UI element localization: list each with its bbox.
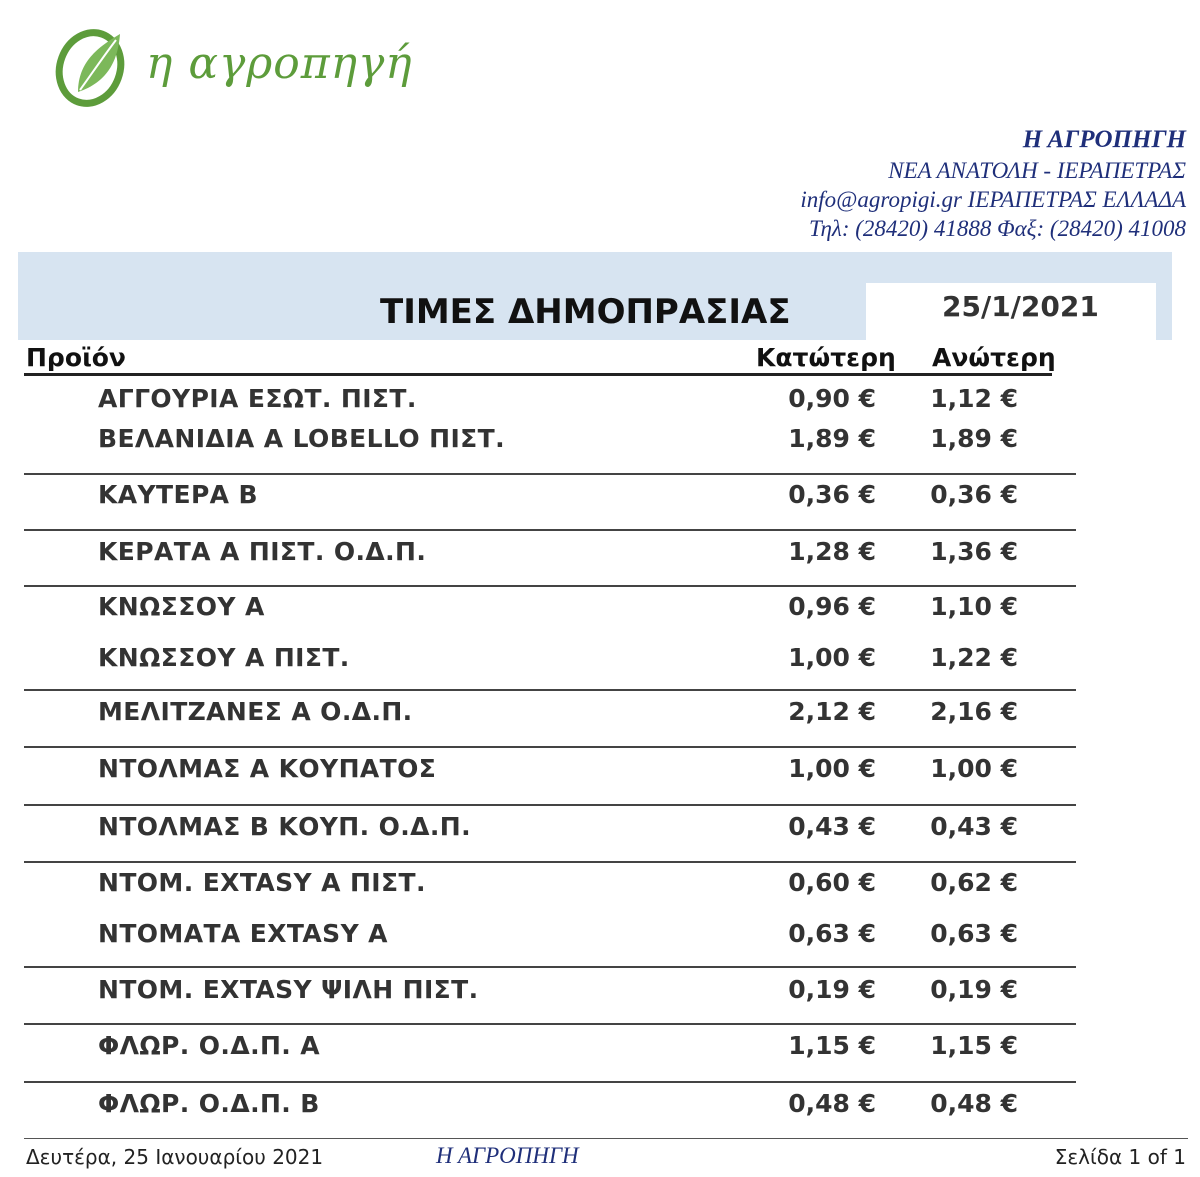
table-row [0, 868, 1200, 908]
max-price: 0,36 € [930, 480, 1018, 509]
row-divider [24, 689, 1076, 691]
row-divider [24, 804, 1076, 806]
product-name: ΚΕΡΑΤΑ Α ΠΙΣΤ. Ο.Δ.Π. [98, 537, 427, 566]
product-name: ΜΕΛΙΤΖΑΝΕΣ Α Ο.Δ.Π. [98, 697, 413, 726]
max-price: 1,22 € [930, 643, 1018, 672]
table-row [0, 643, 1200, 683]
max-price: 0,48 € [930, 1089, 1018, 1118]
table-row [0, 480, 1200, 520]
leaf-icon [48, 22, 138, 112]
table-row [0, 919, 1200, 959]
table-row [0, 592, 1200, 632]
table-row [0, 537, 1200, 577]
min-price: 1,28 € [788, 537, 876, 566]
logo-text: η αγροπηγή [146, 38, 413, 89]
min-price: 0,63 € [788, 919, 876, 948]
table-row [0, 1031, 1200, 1071]
product-name: ΝΤΟΜ. EXTASY Α ΠΙΣΤ. [98, 868, 426, 897]
max-price: 1,10 € [930, 592, 1018, 621]
column-header-min: Κατώτερη [756, 343, 896, 372]
row-divider [24, 861, 1076, 863]
min-price: 1,89 € [788, 424, 876, 453]
product-name: ΝΤΟΜΑΤΑ EXTASY Α [98, 919, 388, 948]
row-divider [24, 529, 1076, 531]
company-info [800, 124, 1186, 243]
min-price: 0,36 € [788, 480, 876, 509]
row-divider [24, 966, 1076, 968]
product-name: ΚΑΥΤΕΡΑ Β [98, 480, 258, 509]
product-name: ΝΤΟΛΜΑΣ Α ΚΟΥΠΑΤΟΣ [98, 754, 437, 783]
min-price: 0,60 € [788, 868, 876, 897]
min-price: 0,19 € [788, 975, 876, 1004]
page-title: ΤΙΜΕΣ ΔΗΜΟΠΡΑΣΙΑΣ [380, 292, 791, 332]
max-price: 1,89 € [930, 424, 1018, 453]
row-divider [24, 585, 1076, 587]
row-divider [24, 1023, 1076, 1025]
product-name: ΦΛΩΡ. Ο.Δ.Π. Β [98, 1089, 320, 1118]
min-price: 1,15 € [788, 1031, 876, 1060]
table-row [0, 1089, 1200, 1129]
max-price: 0,43 € [930, 812, 1018, 841]
footer-company: Η ΑΓΡΟΠΗΓΗ [436, 1143, 579, 1168]
max-price: 0,19 € [930, 975, 1018, 1004]
product-name: ΒΕΛΑΝΙΔΙΑ Α LOBELLO ΠΙΣΤ. [98, 424, 506, 453]
company-logo [48, 22, 428, 112]
company-phone-line: Τηλ: (28420) 41888 Φαξ: (28420) 41008 [808, 216, 1186, 241]
footer-date: Δευτέρα, 25 Ιανουαρίου 2021 [26, 1145, 324, 1169]
row-divider [24, 473, 1076, 475]
footer-page-number: Σελίδα 1 of 1 [1054, 1145, 1186, 1169]
min-price: 2,12 € [788, 697, 876, 726]
max-price: 1,12 € [930, 384, 1018, 413]
min-price: 0,48 € [788, 1089, 876, 1118]
max-price: 1,00 € [930, 754, 1018, 783]
auction-date: 25/1/2021 [942, 290, 1099, 323]
company-address: ΝΕΑ ΑΝΑΤΟΛΗ - ΙΕΡΑΠΕΤΡΑΣ [888, 158, 1186, 183]
column-header-max: Ανώτερη [932, 343, 1056, 372]
product-name: ΝΤΟΛΜΑΣ Β ΚΟΥΠ. Ο.Δ.Π. [98, 812, 472, 841]
max-price: 0,62 € [930, 868, 1018, 897]
table-row [0, 384, 1200, 424]
max-price: 1,15 € [930, 1031, 1018, 1060]
product-name: ΚΝΩΣΣΟΥ Α [98, 592, 265, 621]
product-name: ΦΛΩΡ. Ο.Δ.Π. Α [98, 1031, 321, 1060]
product-name: ΚΝΩΣΣΟΥ Α ΠΙΣΤ. [98, 643, 350, 672]
company-email-line: info@agropigi.gr ΙΕΡΑΠΕΤΡΑΣ ΕΛΛΑΔΑ [800, 187, 1186, 212]
row-divider [24, 746, 1076, 748]
min-price: 1,00 € [788, 754, 876, 783]
column-header-product: Προϊόν [26, 343, 126, 372]
min-price: 0,96 € [788, 592, 876, 621]
table-row [0, 697, 1200, 737]
min-price: 0,43 € [788, 812, 876, 841]
header-underline [24, 373, 1052, 376]
footer-divider [24, 1138, 1188, 1139]
product-name: ΑΓΓΟΥΡΙΑ ΕΣΩΤ. ΠΙΣΤ. [98, 384, 417, 413]
min-price: 0,90 € [788, 384, 876, 413]
table-row [0, 812, 1200, 852]
max-price: 0,63 € [930, 919, 1018, 948]
min-price: 1,00 € [788, 643, 876, 672]
product-name: ΝΤΟΜ. EXTASY ΨΙΛΗ ΠΙΣΤ. [98, 975, 479, 1004]
row-divider [24, 1081, 1076, 1083]
table-row [0, 975, 1200, 1015]
company-name: Η ΑΓΡΟΠΗΓΗ [1022, 126, 1186, 153]
table-row [0, 754, 1200, 794]
table-row [0, 424, 1200, 464]
max-price: 1,36 € [930, 537, 1018, 566]
max-price: 2,16 € [930, 697, 1018, 726]
